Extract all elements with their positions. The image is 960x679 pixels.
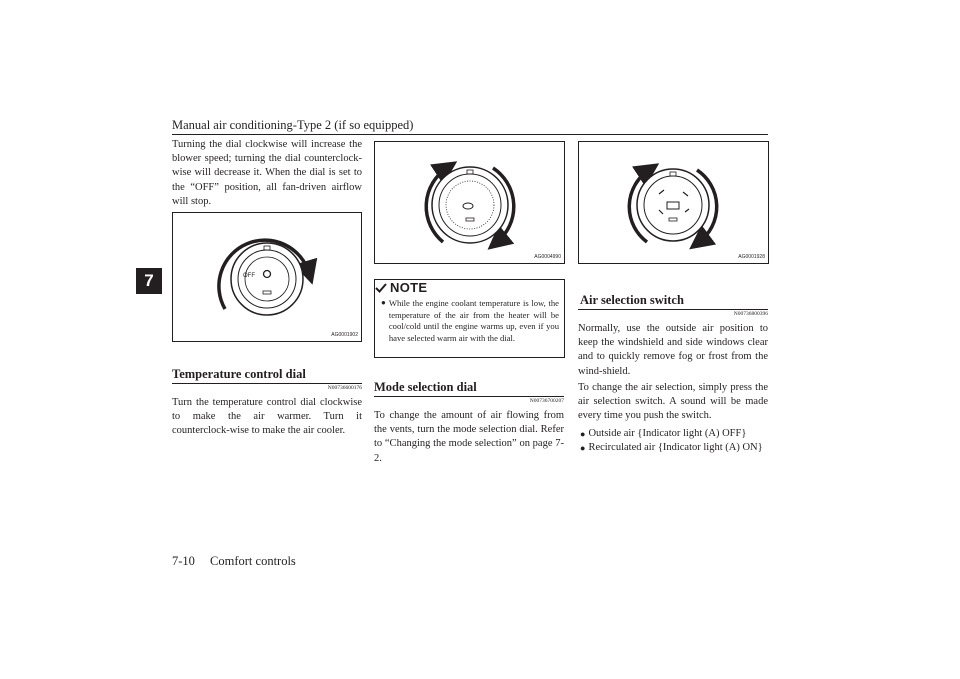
figure-mode-id: AG0004990 xyxy=(534,254,561,260)
note-header xyxy=(375,280,427,295)
blower-off-label: OFF xyxy=(243,273,255,279)
mode-title-rule xyxy=(374,396,564,397)
temperature-dial-text: Turn the temperature control dial clockwise to make the air warmer. Turn it counterclock-wise to make the air cooler. xyxy=(172,397,362,437)
list-item xyxy=(580,427,768,442)
note-check-icon xyxy=(375,282,387,294)
temperature-dial-title: Temperature control dial xyxy=(172,367,306,381)
air-title-rule xyxy=(578,309,768,310)
blower-intro-text: Turning the dial clockwise will increase the blower speed; turning the dial counterclock-wise will decrease it. When the dial is set to the “OFF” position, all fan-driven airflow will stop. xyxy=(172,139,362,207)
note-bullet-icon: ● xyxy=(381,298,386,307)
mode-code: N00736700207 xyxy=(529,398,564,404)
temperature-code: N00736600176 xyxy=(327,385,362,391)
figure-air-switch xyxy=(578,141,769,264)
mode-dial-illustration xyxy=(375,142,564,263)
air-switch-title: Air selection switch xyxy=(580,293,684,307)
air-code: N00736800396 xyxy=(733,311,768,317)
figure-mode-dial xyxy=(374,141,565,264)
bullet-outside-air: Outside air {Indicator light (A) OFF} xyxy=(588,428,747,439)
figure-blower-dial xyxy=(172,212,362,342)
page-header-title: Manual air conditioning-Type 2 (if so equipped) xyxy=(172,118,414,132)
chapter-tab: 7 xyxy=(136,268,162,294)
air-switch-text-1: Normally, use the outside air position to keep the windshield and side windows clear and to quickly remove fog or frost from the wind-shield. xyxy=(578,323,768,377)
air-switch-illustration xyxy=(579,142,768,263)
note-text: While the engine coolant temperature is low, the temperature of the air from the heater will be cool/cold until the engine warms up, even if you have selected warm air with the dial. xyxy=(388,298,559,343)
bullet-icon: ● xyxy=(580,429,586,439)
list-item xyxy=(580,441,768,456)
blower-dial-illustration xyxy=(173,213,361,341)
page-footer xyxy=(172,554,308,569)
note-label: NOTE xyxy=(390,280,428,295)
bullet-icon: ● xyxy=(580,443,586,453)
figure-blower-id: AG0001902 xyxy=(331,332,358,338)
bullet-recirculated-air: Recirculated air {Indicator light (A) ON} xyxy=(588,442,763,453)
air-switch-text-2: To change the air selection, simply press the air selection switch. A sound will be made every time you push the switch. xyxy=(578,382,768,422)
figure-air-id: AG0001928 xyxy=(738,254,765,260)
header-rule xyxy=(172,134,768,135)
page-number: 7-10 xyxy=(172,554,195,568)
mode-dial-text: To change the amount of air flowing from the vents, turn the mode selection dial. Refer to “Changing the mode selection” on page 7-2. xyxy=(374,410,564,464)
temperature-title-rule xyxy=(172,383,362,384)
mode-dial-title: Mode selection dial xyxy=(374,380,477,394)
note-bullet xyxy=(381,298,559,344)
note-box xyxy=(374,279,565,358)
footer-section: Comfort controls xyxy=(210,554,296,568)
